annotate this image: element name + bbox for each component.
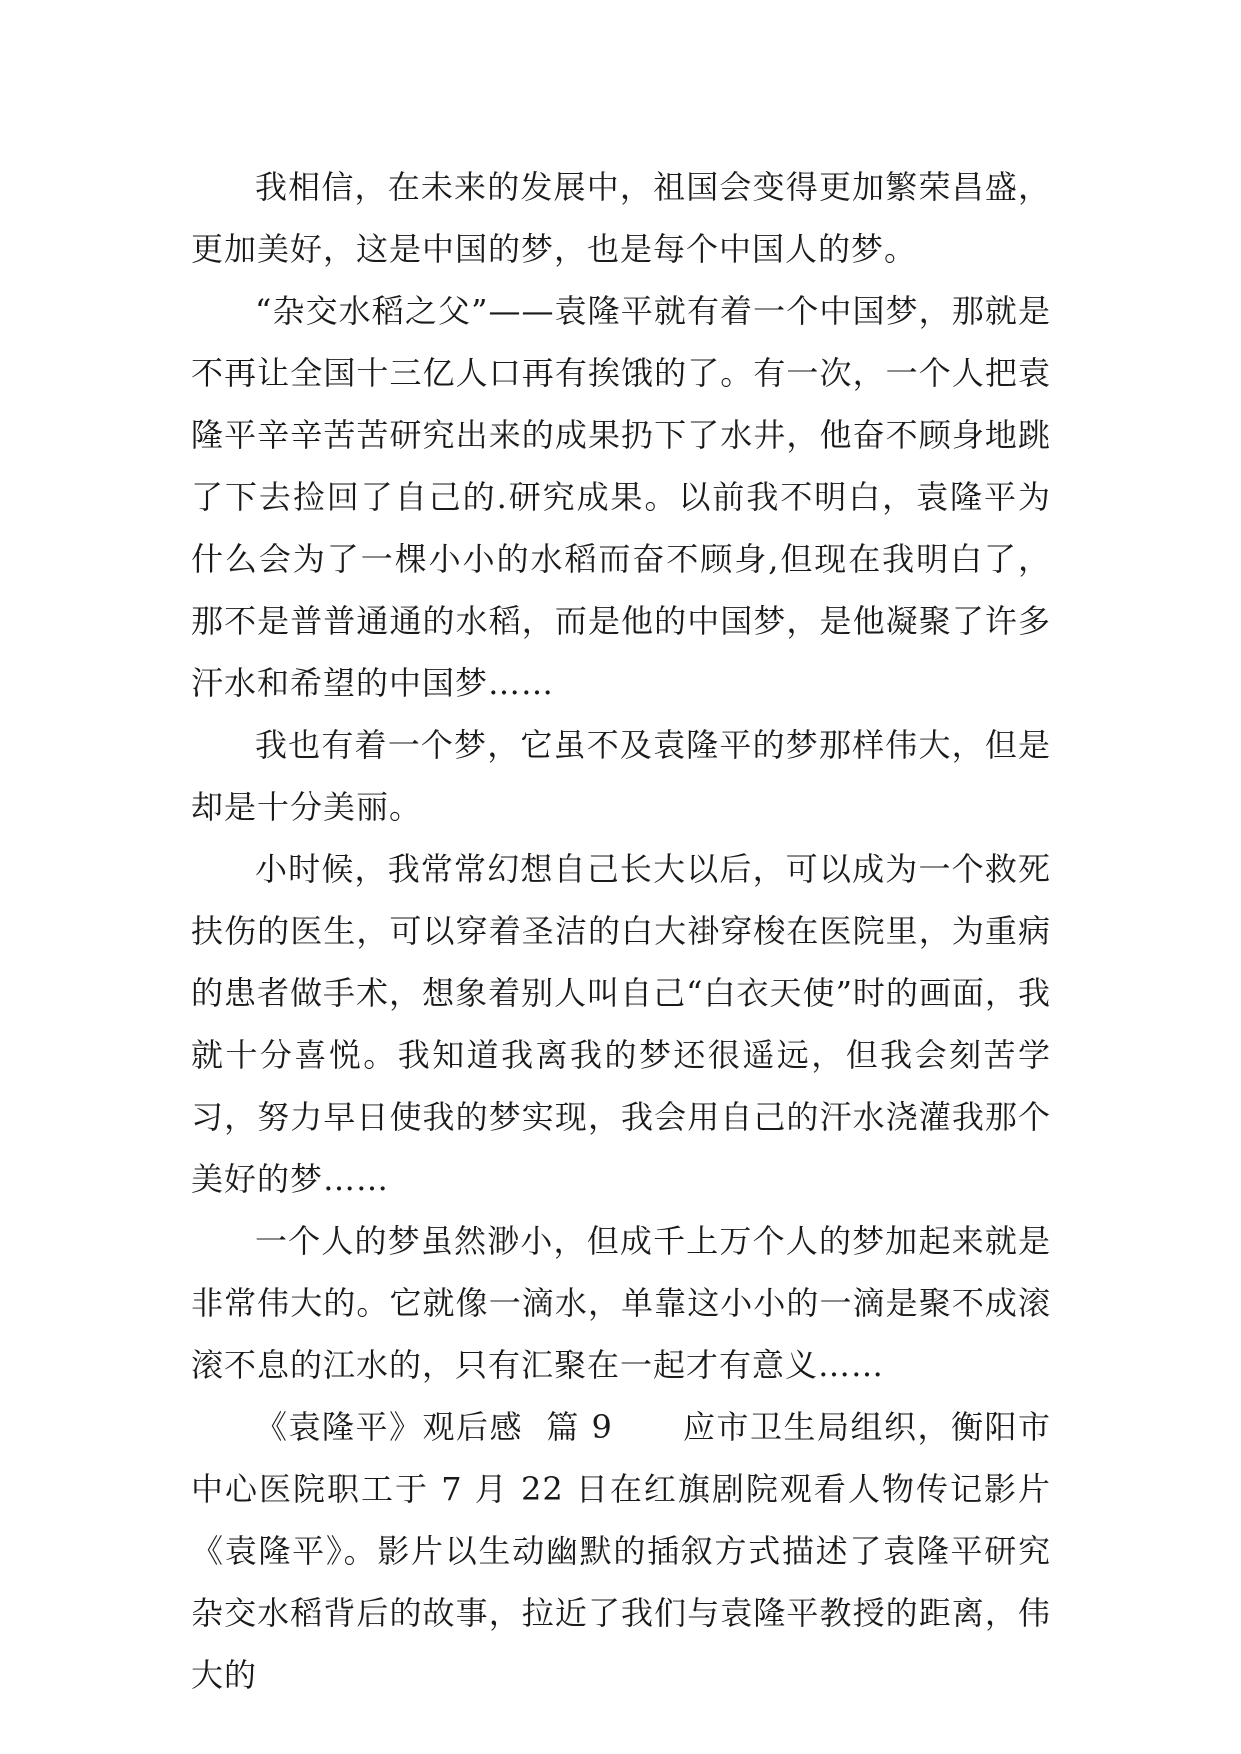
document-body xyxy=(191,156,1051,1706)
paragraph-2: “杂交水稻之父”——袁隆平就有着一个中国梦，那就是不再让全国十三亿人口再有挨饿的了。有一次，一个人把袁隆平辛辛苦苦研究出来的成果扔下了水井，他奋不顾身地跳了下去捡回了自己的.研究成果。以前我不明白，袁隆平为什么会为了一棵小小的水稻而奋不顾身,但现在我明白了，那不是普普通通的水稻，而是他的中国梦，是他凝聚了许多汗水和希望的中国梦…… xyxy=(191,292,1051,702)
paragraph-6: 《袁隆平》观后感 篇 9 应市卫生局组织，衡阳市中心医院职工于 7 月 22 日在红旗剧院观看人物传记影片《袁隆平》。影片以生动幽默的插叙方式描述了袁隆平研究杂交水稻背后的故事，拉近了我们与袁隆平教授的距离，伟大的 xyxy=(191,1408,1051,1694)
paragraph-5: 一个人的梦虽然渺小，但成千上万个人的梦加起来就是非常伟大的。它就像一滴水，单靠这小小的一滴是聚不成滚滚不息的江水的，只有汇聚在一起才有意义…… xyxy=(191,1222,1051,1384)
paragraph-1: 我相信，在未来的发展中，祖国会变得更加繁荣昌盛，更加美好，这是中国的梦，也是每个中国人的梦。 xyxy=(191,168,1051,268)
paragraph-3: 我也有着一个梦，它虽不及袁隆平的梦那样伟大，但是却是十分美丽。 xyxy=(191,726,1051,826)
paragraph-4: 小时候，我常常幻想自己长大以后，可以成为一个救死扶伤的医生，可以穿着圣洁的白大褂穿梭在医院里，为重病的患者做手术，想象着别人叫自己“白衣天使”时的画面，我就十分喜悦。我知道我离我的梦还很遥远，但我会刻苦学习，努力早日使我的梦实现，我会用自己的汗水浇灌我那个美好的梦…… xyxy=(191,850,1051,1198)
